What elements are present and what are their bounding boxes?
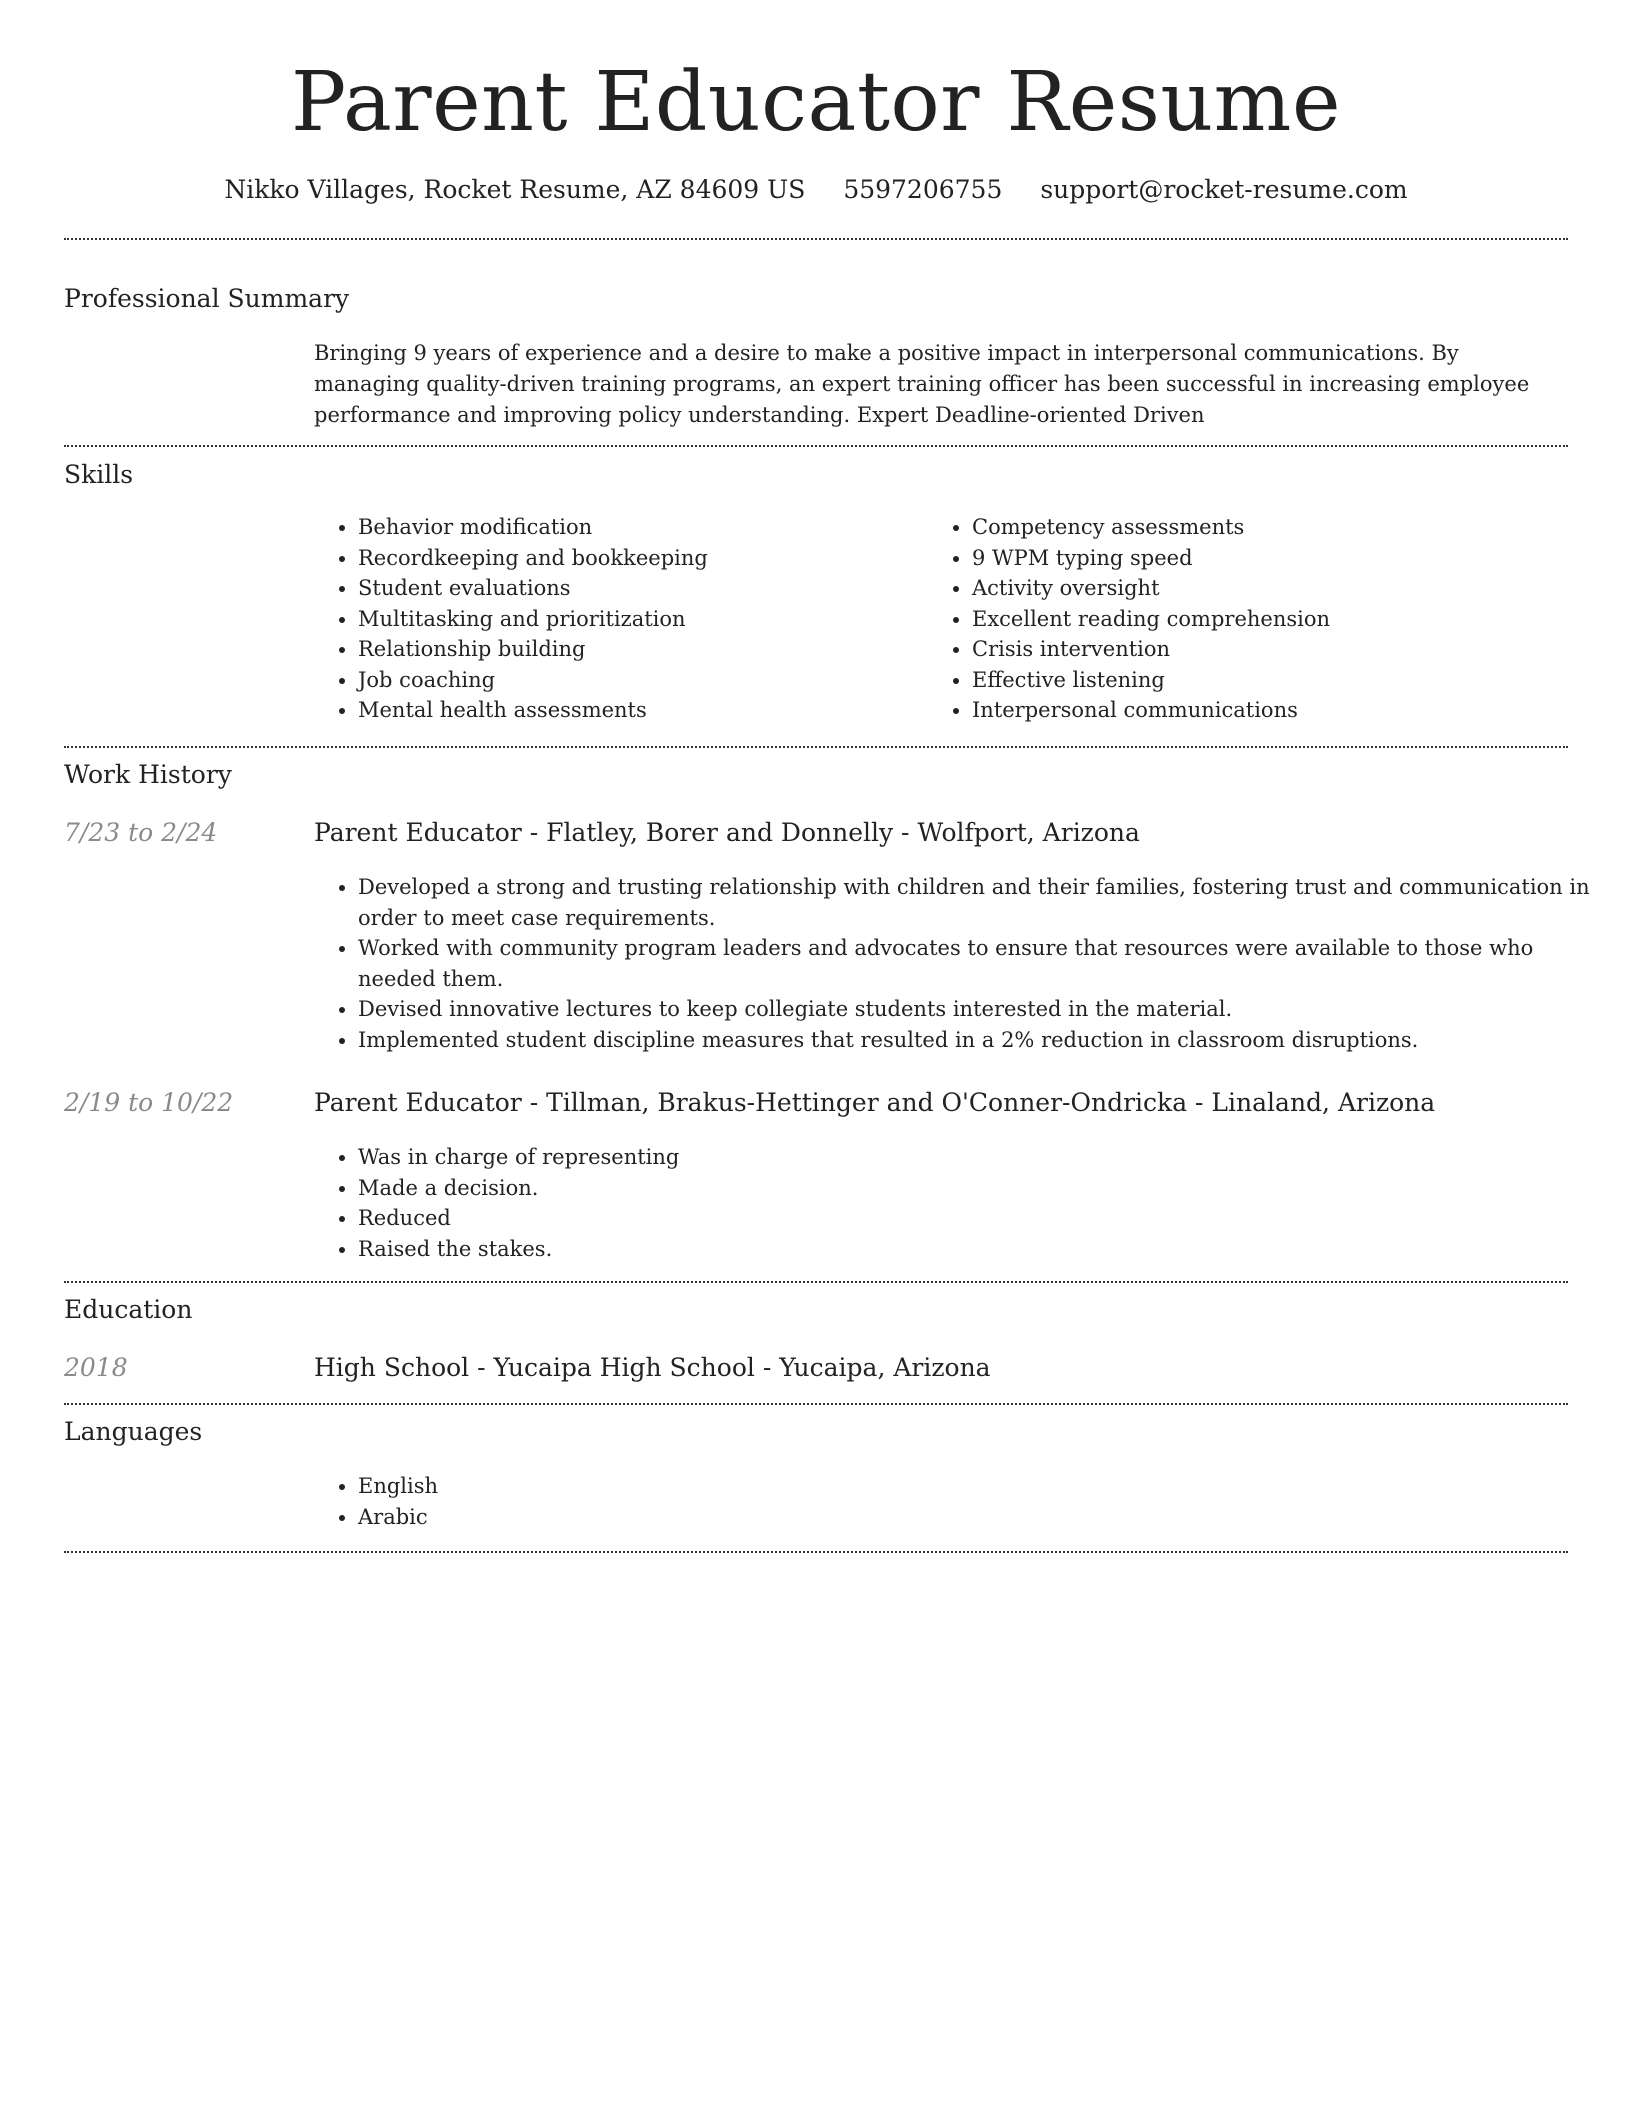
job-bullets [314,1142,1598,1264]
work-heading: Work History [64,760,232,789]
page-title: Parent Educator Resume [291,55,1341,150]
skill-item: • Excellent reading comprehension [972,604,1572,635]
job-bullet: • Implemented student discipline measures that resulted in a 2% reduction in classroom disruptions. [358,1025,1598,1056]
job-bullet: • Developed a strong and trusting relationship with children and their families, fostering trust and communication in order to meet case requirements. [358,872,1598,933]
education-entry: High School - Yucaipa High School - Yucaipa, Arizona [314,1353,991,1382]
summary-text: Bringing 9 years of experience and a desire to make a positive impact in interpersonal communications. By managing quality-driven training programs, an expert training officer has been successful in increasing employee performance and improving policy understanding. Expert Deadline-oriented Driven [314,341,1530,427]
skills-list-left [314,512,918,726]
divider [64,238,1568,240]
skills-heading: Skills [64,460,134,489]
skill-item: • Behavior modification [358,512,918,543]
contact-line [0,170,1632,210]
education-heading: Education [64,1295,193,1324]
job-bullets [314,872,1598,1055]
skill-item: • Relationship building [358,634,918,665]
skill-item: • Effective listening [972,665,1572,696]
language-item: • Arabic [358,1502,958,1533]
skill-item: • Student evaluations [358,573,918,604]
skill-item: • Activity oversight [972,573,1572,604]
job-title: Parent Educator - Tillman, Brakus-Hettinger and O'Conner-Ondricka - Linaland, Arizona [314,1088,1436,1117]
job-dates: 7/23 to 2/24 [64,818,218,847]
job-bullet: • Reduced [358,1203,1598,1234]
skill-item: • Job coaching [358,665,918,696]
divider [64,1281,1568,1283]
contact-email: support@rocket-resume.com [1040,175,1408,204]
languages-heading: Languages [64,1417,203,1446]
job-bullet: • Raised the stakes. [358,1234,1598,1265]
skill-item: • 9 WPM typing speed [972,543,1572,574]
skill-item: • Recordkeeping and bookkeeping [358,543,918,574]
job-bullet: • Devised innovative lectures to keep collegiate students interested in the material. [358,994,1598,1025]
job-bullet: • Made a decision. [358,1173,1598,1204]
skill-item: • Mental health assessments [358,695,918,726]
divider [64,1403,1568,1405]
contact-address: Nikko Villages, Rocket Resume, AZ 84609 US [224,175,806,204]
skill-item: • Multitasking and prioritization [358,604,918,635]
job-bullet: • Was in charge of representing [358,1142,1598,1173]
job-title: Parent Educator - Flatley, Borer and Donnelly - Wolfport, Arizona [314,818,1140,847]
skill-item: • Competency assessments [972,512,1572,543]
contact-phone: 5597206755 [843,175,1003,204]
skills-list-right [928,512,1572,726]
skill-item: • Interpersonal communications [972,695,1572,726]
languages-list [314,1471,958,1532]
education-year: 2018 [64,1353,128,1382]
summary-heading: Professional Summary [64,284,350,313]
divider [64,445,1568,447]
job-dates: 2/19 to 10/22 [64,1088,234,1117]
skill-item: • Crisis intervention [972,634,1572,665]
divider [64,1551,1568,1553]
divider [64,746,1568,748]
language-item: • English [358,1471,958,1502]
job-bullet: • Worked with community program leaders and advocates to ensure that resources were available to those who needed them. [358,933,1598,994]
